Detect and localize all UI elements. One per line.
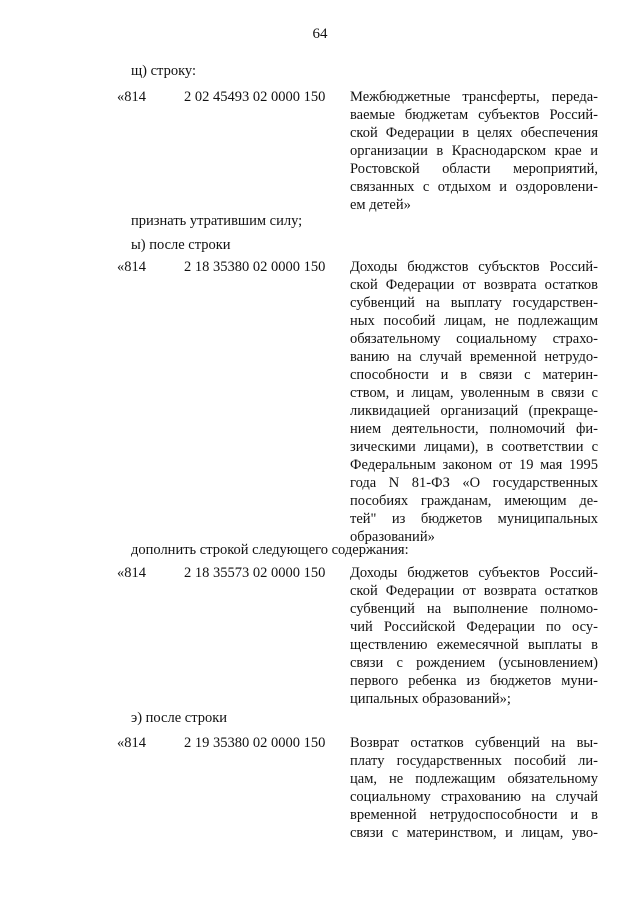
description-line: ем детей» xyxy=(350,197,411,213)
paragraph-line: признать утратившим силу; xyxy=(131,213,303,229)
description-line: ской Федерации от возврата остатков xyxy=(350,277,598,293)
description-line: ных пособий лицам, не подлежащим xyxy=(350,313,598,329)
description-line: ством, и лицам, уволенным в связи с xyxy=(350,385,598,401)
description-line: Ростовской области мероприятий, xyxy=(350,161,598,177)
description-line: ликвидацией организаций (прекраще- xyxy=(350,403,598,419)
description-line: связи с материнством, и лицам, уво- xyxy=(350,825,598,841)
description-line: ванию на случай временной нетрудо- xyxy=(350,349,598,365)
budget-classification-code: 2 19 35380 02 0000 150 xyxy=(184,735,326,751)
admin-code: «814 xyxy=(117,735,146,751)
description-line: года N 81-ФЗ «О государственных xyxy=(350,475,598,491)
description-line: социальному страхованию на случай xyxy=(350,789,598,805)
description-line: чий Российской Федерации по осу- xyxy=(350,619,598,635)
description-line: обязательному социальному страхо- xyxy=(350,331,598,347)
description-line: зическими лицами), в соответствии с xyxy=(350,439,598,455)
budget-classification-code: 2 18 35380 02 0000 150 xyxy=(184,259,326,275)
description-line: Межбюджетные трансферты, переда- xyxy=(350,89,598,105)
description-line: плату государственных пособий ли- xyxy=(350,753,598,769)
admin-code: «814 xyxy=(117,565,146,581)
description-line: субвенций на выполнение полномо- xyxy=(350,601,598,617)
paragraph-line: э) после строки xyxy=(131,710,228,726)
description-line: Федеральным законом от 19 мая 1995 xyxy=(350,457,598,473)
description-line: ской Федерации от возврата остатков xyxy=(350,583,598,599)
description-line: способности и в связи с материн- xyxy=(350,367,598,383)
description-line: ществлению ежемесячной выплаты в xyxy=(350,637,598,653)
description-line: Возврат остатков субвенций на вы- xyxy=(350,735,598,751)
description-line: нием деятельности, полномочий фи- xyxy=(350,421,598,437)
description-line: организации в Краснодарском крае и xyxy=(350,143,598,159)
row-description xyxy=(350,734,598,842)
description-line: Доходы бюджстов субъсктов Россий- xyxy=(350,259,598,275)
description-line: тей" из бюджетов муниципальных xyxy=(350,511,598,527)
description-line: ской Федерации в целях обеспечения xyxy=(350,125,598,141)
admin-code: «814 xyxy=(117,89,146,105)
description-line: Доходы бюджетов субъектов Россий- xyxy=(350,565,598,581)
page-number: 64 xyxy=(312,26,328,42)
paragraph-line: ы) после строки xyxy=(131,237,231,253)
description-line: временной нетрудоспособности и в xyxy=(350,807,598,823)
description-line: субвенций на выплату государствен- xyxy=(350,295,598,311)
budget-classification-code: 2 18 35573 02 0000 150 xyxy=(184,565,326,581)
row-description xyxy=(350,88,598,214)
admin-code: «814 xyxy=(117,259,146,275)
description-line: цам, не подлежащим обязательному xyxy=(350,771,598,787)
description-line: образований» xyxy=(350,529,435,545)
row-description xyxy=(350,564,598,708)
description-line: связи с рождением (усыновлением) xyxy=(350,655,598,671)
description-line: связанных с отдыхом и оздоровлени- xyxy=(350,179,598,195)
row-description xyxy=(350,258,598,546)
description-line: пособиях гражданам, имеющим де- xyxy=(350,493,598,509)
budget-classification-code: 2 02 45493 02 0000 150 xyxy=(184,89,326,105)
description-line: первого ребенка из бюджетов муни- xyxy=(350,673,598,689)
description-line: ципальных образований»; xyxy=(350,691,511,707)
description-line: ваемые бюджетам субъектов Россий- xyxy=(350,107,598,123)
paragraph-line: щ) строку: xyxy=(131,63,196,79)
paragraph-line: дополнить строкой следующего содержания: xyxy=(131,542,409,558)
